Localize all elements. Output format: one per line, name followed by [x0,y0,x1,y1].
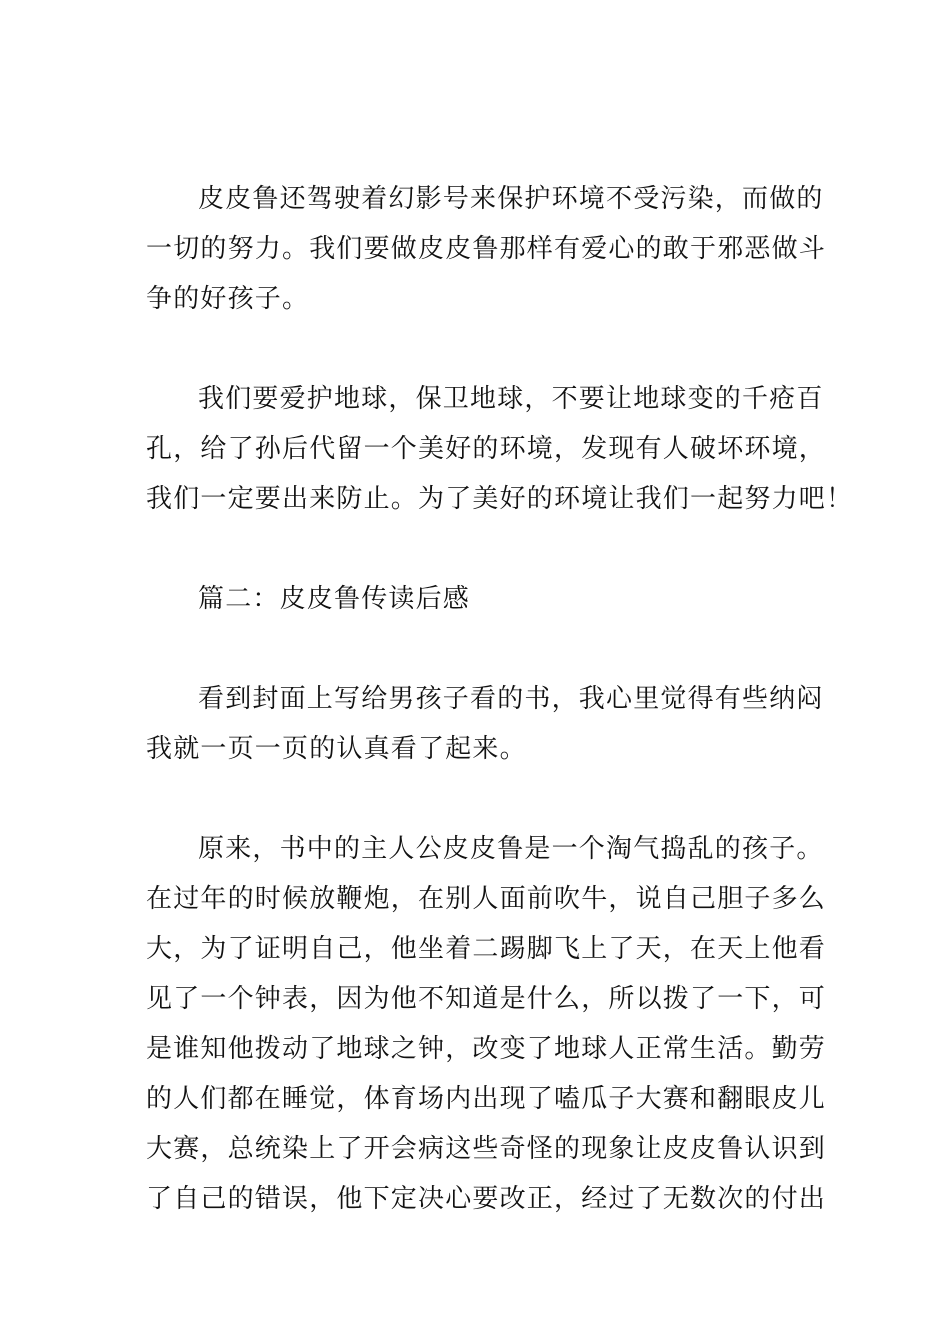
section-heading: 篇二：皮皮鲁传读后感 [198,584,471,614]
paragraph-line: 皮皮鲁还驾驶着幻影号来保护环境不受污染，而做的 [198,184,824,214]
paragraph-line: 孔，给了孙后代留一个美好的环境，发现有人破坏环境， [146,434,827,464]
paragraph-line: 看到封面上写给男孩子看的书，我心里觉得有些纳闷 [198,684,824,714]
paragraph-line: 的人们都在睡觉，体育场内出现了嗑瓜子大赛和翻眼皮儿 [146,1084,827,1114]
paragraph-line: 原来，书中的主人公皮皮鲁是一个淘气捣乱的孩子。 [198,834,824,864]
paragraph-line: 了自己的错误，他下定决心要改正，经过了无数次的付出 [146,1184,827,1214]
paragraph-line: 我就一页一页的认真看了起来。 [146,734,527,764]
paragraph-line: 我们一定要出来防止。为了美好的环境让我们一起努力吧！ [146,484,854,514]
paragraph-line: 大赛，总统染上了开会病这些奇怪的现象让皮皮鲁认识到 [146,1134,827,1164]
paragraph-line: 是谁知他拨动了地球之钟，改变了地球人正常生活。勤劳 [146,1034,827,1064]
paragraph-line: 我们要爱护地球，保卫地球，不要让地球变的千疮百 [198,384,824,414]
paragraph-line: 见了一个钟表，因为他不知道是什么，所以拨了一下，可 [146,984,827,1014]
paragraph-line: 大，为了证明自己，他坐着二踢脚飞上了天，在天上他看 [146,934,827,964]
paragraph-line: 争的好孩子。 [146,284,310,314]
paragraph-line: 一切的努力。我们要做皮皮鲁那样有爱心的敢于邪恶做斗 [146,234,827,264]
paragraph-line: 在过年的时候放鞭炮，在别人面前吹牛，说自己胆子多么 [146,884,827,914]
